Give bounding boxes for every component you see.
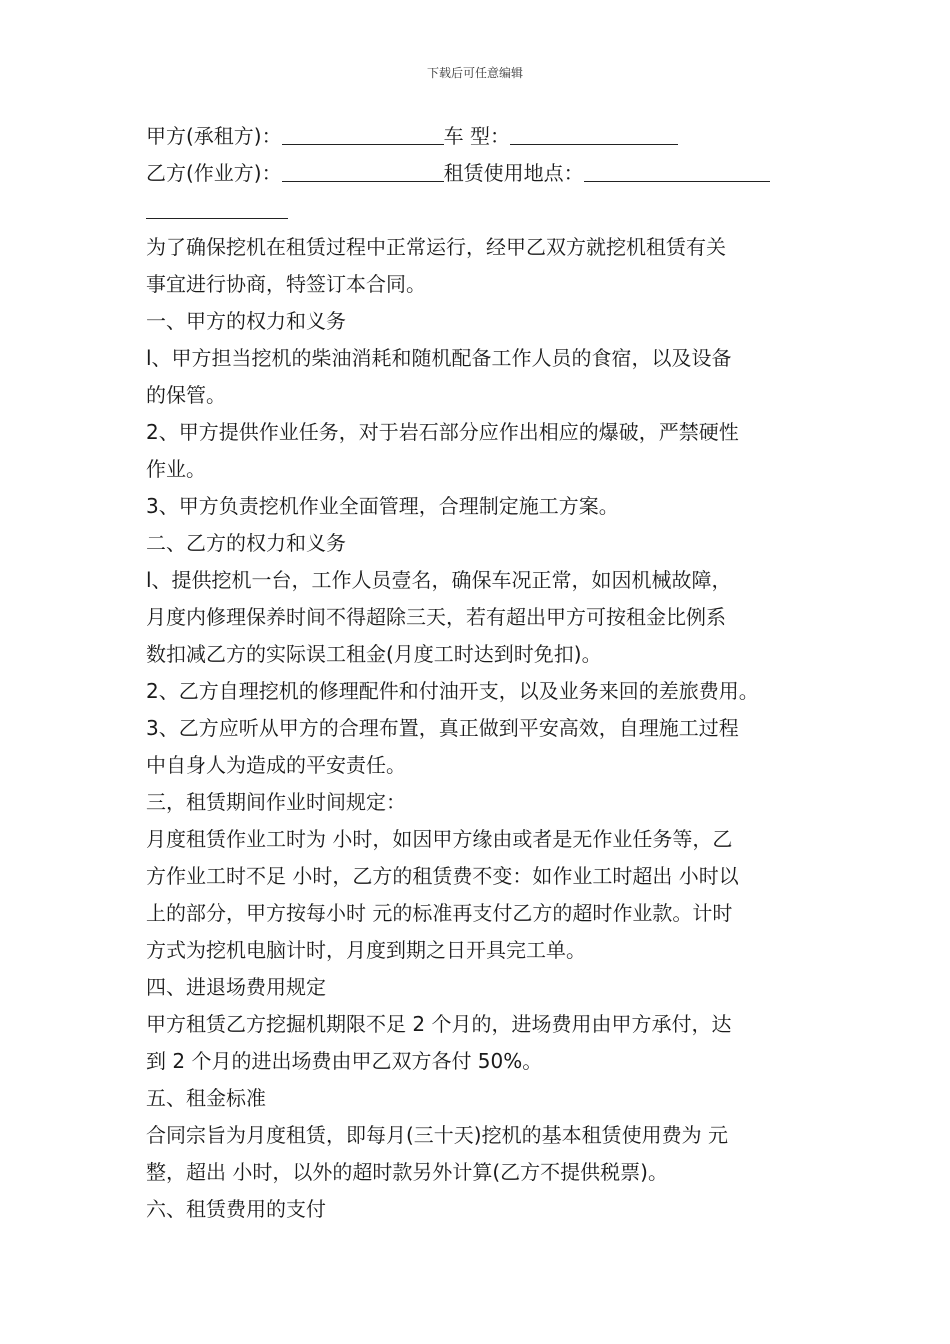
party-a-line — [146, 118, 816, 155]
clause-line: 方式为挖机电脑计时，月度到期之日开具完工单。 — [146, 938, 586, 962]
car-type-label: 车 型： — [443, 124, 510, 148]
page-header: 下载后可任意编辑 — [426, 66, 523, 80]
party-b-label: 乙方(作业方)： — [146, 161, 282, 185]
location-blank[interactable] — [584, 157, 770, 182]
clause-line: l、甲方担当挖机的柴油消耗和随机配备工作人员的食宿，以及设备 — [146, 346, 732, 370]
section-title: 五、租金标准 — [146, 1086, 266, 1110]
clause-line: 3、乙方应听从甲方的合理布置，真正做到平安高效，自理施工过程 — [146, 716, 739, 740]
clause-line: 3、甲方负责挖机作业全面管理，合理制定施工方案。 — [146, 494, 619, 518]
intro-line: 事宜进行协商，特签订本合同。 — [146, 272, 426, 296]
clause-line: 上的部分，甲方按每小时 元的标准再支付乙方的超时作业款。计时 — [146, 901, 733, 925]
clause-line: 到 2 个月的进出场费由甲乙双方各付 50%。 — [146, 1049, 543, 1073]
clause-line: 月度内修理保养时间不得超除三天，若有超出甲方可按租金比例系 — [146, 605, 726, 629]
party-a-blank[interactable] — [282, 120, 444, 145]
clause-line: 中自身人为造成的平安责任。 — [146, 753, 406, 777]
clause-line: 的保管。 — [146, 383, 226, 407]
clause-line: 月度租赁作业工时为 小时，如因甲方缘由或者是无作业任务等，乙 — [146, 827, 733, 851]
clause-line: 甲方租赁乙方挖掘机期限不足 2 个月的，进场费用由甲方承付，达 — [146, 1012, 732, 1036]
clause-line: 整，超出 小时，以外的超时款另外计算(乙方不提供税票)。 — [146, 1160, 668, 1184]
clause-line: 合同宗旨为月度租赁，即每月(三十天)挖机的基本租赁使用费为 元 — [146, 1123, 728, 1147]
party-b-blank[interactable] — [282, 157, 444, 182]
location-blank-continued[interactable] — [146, 194, 288, 219]
section-title: 四、进退场费用规定 — [146, 975, 326, 999]
party-a-label: 甲方(承租方)： — [146, 124, 282, 148]
section-title: 二、乙方的权力和义务 — [146, 531, 346, 555]
section-title: 六、租赁费用的支付 — [146, 1197, 326, 1221]
party-b-line — [146, 155, 816, 192]
clause-line: 数扣减乙方的实际误工租金(月度工时达到时免扣)。 — [146, 642, 602, 666]
clause-line: 方作业工时不足 小时，乙方的租赁费不变：如作业工时超出 小时以 — [146, 864, 739, 888]
clause-line: 2、甲方提供作业任务，对于岩石部分应作出相应的爆破，严禁硬性 — [146, 420, 739, 444]
clause-line: 2、乙方自理挖机的修理配件和付油开支，以及业务来回的差旅费用。 — [146, 679, 759, 703]
contract-body — [146, 118, 816, 1228]
location-continuation-line — [146, 192, 816, 229]
clause-line: l、提供挖机一台，工作人员壹名，确保车况正常，如因机械故障， — [146, 568, 732, 592]
location-label: 租赁使用地点： — [443, 161, 584, 185]
intro-line: 为了确保挖机在租赁过程中正常运行，经甲乙双方就挖机租赁有关 — [146, 235, 726, 259]
section-title: 一、甲方的权力和义务 — [146, 309, 346, 333]
car-type-blank[interactable] — [510, 120, 678, 145]
clause-line: 作业。 — [146, 457, 206, 481]
section-title: 三，租赁期间作业时间规定： — [146, 790, 406, 814]
